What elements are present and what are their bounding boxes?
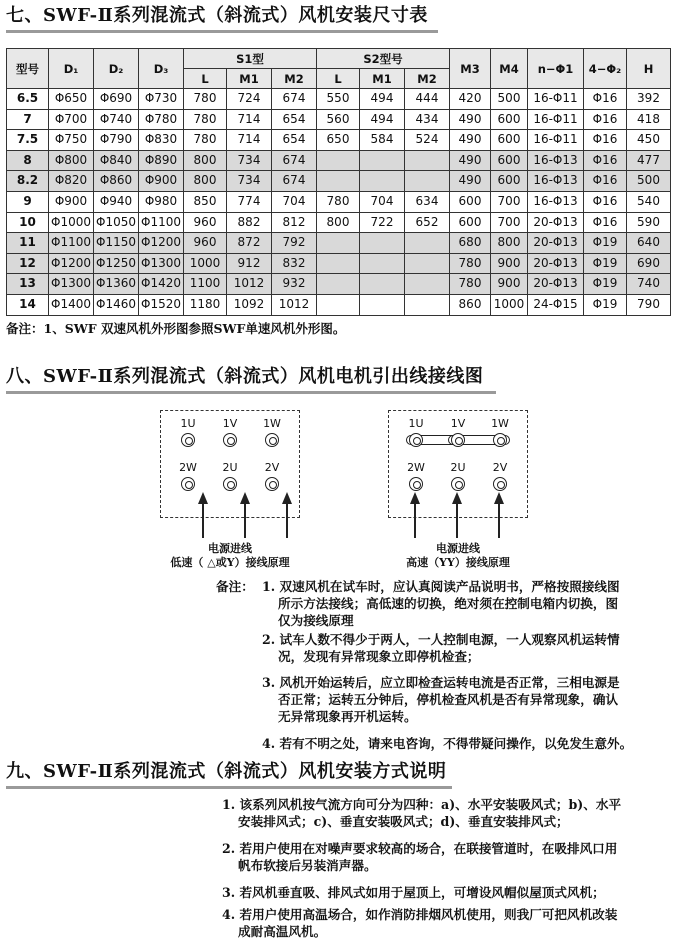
header-s1-m2: M2 <box>272 69 317 89</box>
table-cell: 560 <box>317 109 360 130</box>
remark-item-2 <box>262 631 620 665</box>
header-d3: D₃ <box>139 49 184 89</box>
table-cell: 780 <box>450 274 491 295</box>
terminal-label-1u: 1U <box>408 417 424 430</box>
table-cell: 780 <box>184 89 227 110</box>
table-body <box>7 89 671 316</box>
table-cell-type: 7.5 <box>7 130 49 151</box>
table-cell: 500 <box>491 89 528 110</box>
remark-line: 3. 风机开始运转后，应立即检查运转电流是否正常，三相电源是 <box>262 675 620 690</box>
table-cell <box>405 253 450 274</box>
table-cell: Φ750 <box>49 130 94 151</box>
table-cell: 600 <box>491 150 528 171</box>
remark-line: 4. 若有不明之处，请来电咨询，不得带疑问操作，以免发生意外。 <box>262 736 633 751</box>
table-cell: 932 <box>272 274 317 295</box>
table-cell: 1180 <box>184 294 227 315</box>
table-cell: 734 <box>227 171 272 192</box>
table-cell: Φ690 <box>94 89 139 110</box>
section9-title: 九、SWF-Ⅱ系列混流式（斜流式）风机安装方式说明 <box>6 761 447 782</box>
table-cell: 680 <box>450 233 491 254</box>
method-line: 4. 若用户使用高温场合，如作消防排烟风机使用，则我厂可把风机改装 <box>222 907 618 922</box>
table-cell: Φ16 <box>584 150 627 171</box>
remark-line: 况，发现有异常现象立即停机检查； <box>278 649 480 665</box>
table-cell-type: 7 <box>7 109 49 130</box>
table-cell: Φ790 <box>94 130 139 151</box>
table-cell: Φ900 <box>49 191 94 212</box>
table-cell-type: 9 <box>7 191 49 212</box>
table-cell: 584 <box>360 130 405 151</box>
table-cell: 20-Φ13 <box>528 233 584 254</box>
table-cell: 420 <box>450 89 491 110</box>
terminal-label-2v: 2V <box>264 461 280 474</box>
table-cell <box>405 233 450 254</box>
table-cell <box>405 274 450 295</box>
table-cell <box>360 253 405 274</box>
table-cell: 16-Φ13 <box>528 191 584 212</box>
table-cell: 600 <box>450 191 491 212</box>
table-cell-type: 10 <box>7 212 49 233</box>
terminal-2v <box>493 477 507 491</box>
table-cell <box>317 233 360 254</box>
method-item-1 <box>222 796 621 830</box>
table-cell: 674 <box>272 89 317 110</box>
table-cell: 634 <box>405 191 450 212</box>
table-cell: 418 <box>627 109 671 130</box>
table-cell: 800 <box>184 150 227 171</box>
table-cell: Φ650 <box>49 89 94 110</box>
low-speed-wiring-box <box>160 410 300 518</box>
high-speed-caption: 高速（YY）接线原理 <box>406 556 510 569</box>
header-s2-l: L <box>317 69 360 89</box>
table-cell: 724 <box>227 89 272 110</box>
table-cell: 704 <box>272 191 317 212</box>
table-cell: 654 <box>272 130 317 151</box>
table-cell: 600 <box>450 212 491 233</box>
table-cell: 960 <box>184 233 227 254</box>
table-cell: 790 <box>627 294 671 315</box>
table-cell: Φ1360 <box>94 274 139 295</box>
table-cell: 392 <box>627 89 671 110</box>
table-cell: Φ1300 <box>49 274 94 295</box>
table-cell: 700 <box>491 212 528 233</box>
low-speed-power-label: 电源进线 <box>208 542 252 555</box>
table-cell: Φ1300 <box>139 253 184 274</box>
method-line: 帆布软接后另装消声器。 <box>238 858 377 874</box>
terminal-label-1w: 1W <box>263 417 281 430</box>
table-cell: Φ980 <box>139 191 184 212</box>
table-cell: 477 <box>627 150 671 171</box>
table-cell: 800 <box>317 212 360 233</box>
table-cell: Φ1000 <box>49 212 94 233</box>
header-s2-m2: M2 <box>405 69 450 89</box>
terminal-1w <box>493 433 507 447</box>
table-cell: Φ19 <box>584 253 627 274</box>
table-cell: 1000 <box>491 294 528 315</box>
table-cell <box>317 171 360 192</box>
table-cell: 704 <box>360 191 405 212</box>
table-cell-type: 11 <box>7 233 49 254</box>
table-row <box>7 233 671 254</box>
section8-title: 八、SWF-Ⅱ系列混流式（斜流式）风机电机引出线接线图 <box>6 366 484 387</box>
table-cell: Φ900 <box>139 171 184 192</box>
header-m3: M3 <box>450 49 491 89</box>
table-cell: 850 <box>184 191 227 212</box>
method-line: 2. 若用户使用在对噪声要求较高的场合，在联接管道时，在吸排风口用 <box>222 841 618 856</box>
terminal-label-1u: 1U <box>180 417 196 430</box>
power-line-2u <box>456 502 458 538</box>
table-cell: 812 <box>272 212 317 233</box>
high-speed-power-label: 电源进线 <box>436 542 480 555</box>
table-cell <box>405 294 450 315</box>
table-cell: 16-Φ11 <box>528 109 584 130</box>
power-line-2w <box>202 502 204 538</box>
table-cell: 20-Φ13 <box>528 253 584 274</box>
table-cell: Φ19 <box>584 274 627 295</box>
table-cell <box>360 150 405 171</box>
table-cell <box>317 253 360 274</box>
table-cell: 800 <box>491 233 528 254</box>
table-cell: Φ860 <box>94 171 139 192</box>
table-cell: Φ1200 <box>49 253 94 274</box>
table-cell: Φ1150 <box>94 233 139 254</box>
table-cell <box>317 150 360 171</box>
table-row <box>7 253 671 274</box>
terminal-1w <box>265 433 279 447</box>
table-cell: 674 <box>272 171 317 192</box>
table-cell: 1100 <box>184 274 227 295</box>
remark-line: 仅为接线原理 <box>278 613 354 629</box>
header-m4: M4 <box>491 49 528 89</box>
remark-line: 所示方法接线；高低速的切换，绝对须在控制电箱内切换，图 <box>278 596 619 612</box>
table-cell: Φ19 <box>584 233 627 254</box>
terminal-label-1v: 1V <box>450 417 466 430</box>
table-cell: 434 <box>405 109 450 130</box>
table-cell: Φ890 <box>139 150 184 171</box>
table-cell: Φ1460 <box>94 294 139 315</box>
table-cell: 450 <box>627 130 671 151</box>
table-cell: 490 <box>450 130 491 151</box>
table-row <box>7 109 671 130</box>
table-cell <box>405 150 450 171</box>
terminal-2u <box>223 477 237 491</box>
table-cell: Φ1420 <box>139 274 184 295</box>
table-cell <box>360 171 405 192</box>
remark-line: 否正常；运转五分钟后，停机检查风机是否有异常现象，确认 <box>278 692 619 708</box>
table-cell: 1000 <box>184 253 227 274</box>
table-row <box>7 294 671 315</box>
table-cell: 640 <box>627 233 671 254</box>
table-cell: Φ940 <box>94 191 139 212</box>
terminal-1u <box>409 433 423 447</box>
section7-title: 七、SWF-Ⅱ系列混流式（斜流式）风机安装尺寸表 <box>6 5 428 26</box>
table-cell: Φ1200 <box>139 233 184 254</box>
table-cell: 600 <box>491 130 528 151</box>
table-cell: Φ780 <box>139 109 184 130</box>
table-cell: 700 <box>491 191 528 212</box>
terminal-label-2v: 2V <box>492 461 508 474</box>
table-cell: 912 <box>227 253 272 274</box>
table-cell: 600 <box>491 109 528 130</box>
table-cell: 540 <box>627 191 671 212</box>
table-cell <box>360 294 405 315</box>
remark-line: 1. 双速风机在试车时，应认真阅读产品说明书，严格按照接线图 <box>262 579 620 594</box>
table-row <box>7 150 671 171</box>
method-item-4 <box>222 906 617 940</box>
terminal-1v <box>223 433 237 447</box>
table-cell <box>360 274 405 295</box>
table-cell: Φ830 <box>139 130 184 151</box>
table-cell: Φ840 <box>94 150 139 171</box>
table-cell: Φ800 <box>49 150 94 171</box>
table-cell: Φ740 <box>94 109 139 130</box>
header-type: 型号 <box>7 49 49 89</box>
table-cell <box>405 171 450 192</box>
table-cell: Φ16 <box>584 130 627 151</box>
low-speed-caption: 低速（ △或Y）接线原理 <box>170 556 290 569</box>
table-cell <box>317 274 360 295</box>
terminal-label-2w: 2W <box>179 461 197 474</box>
header-s1-group: S1型 <box>184 49 317 69</box>
table-cell: Φ1100 <box>49 233 94 254</box>
terminal-label-1w: 1W <box>491 417 509 430</box>
section8-divider <box>6 391 496 394</box>
table-cell: 550 <box>317 89 360 110</box>
table-cell: 674 <box>272 150 317 171</box>
table-cell <box>360 233 405 254</box>
table-cell: 16-Φ13 <box>528 150 584 171</box>
table-cell: 960 <box>184 212 227 233</box>
power-line-2v <box>498 502 500 538</box>
table-cell: 740 <box>627 274 671 295</box>
method-line: 成耐高温风机。 <box>238 924 327 940</box>
remark-item-3 <box>262 674 620 726</box>
table-cell: Φ1520 <box>139 294 184 315</box>
header-d1: D₁ <box>49 49 94 89</box>
table-cell: 780 <box>317 191 360 212</box>
table-cell <box>317 294 360 315</box>
table-cell: Φ1050 <box>94 212 139 233</box>
header-s1-l: L <box>184 69 227 89</box>
table-cell: Φ700 <box>49 109 94 130</box>
table-cell: Φ16 <box>584 212 627 233</box>
terminal-label-1v: 1V <box>222 417 238 430</box>
table-cell: 1012 <box>227 274 272 295</box>
installation-dimension-table <box>6 48 671 316</box>
table-cell: 792 <box>272 233 317 254</box>
table-row <box>7 130 671 151</box>
table-cell: 16-Φ13 <box>528 171 584 192</box>
table-cell: 1092 <box>227 294 272 315</box>
table-cell-type: 12 <box>7 253 49 274</box>
terminal-1u <box>181 433 195 447</box>
table-cell: 500 <box>627 171 671 192</box>
table-cell: 600 <box>491 171 528 192</box>
table-cell: 16-Φ11 <box>528 89 584 110</box>
table-cell: 444 <box>405 89 450 110</box>
installation-method-list <box>222 796 692 946</box>
terminal-label-2w: 2W <box>407 461 425 474</box>
terminal-label-2u: 2U <box>222 461 238 474</box>
table-cell-type: 8.2 <box>7 171 49 192</box>
table-row <box>7 171 671 192</box>
table-cell: 800 <box>184 171 227 192</box>
table-cell: 734 <box>227 150 272 171</box>
table-cell: Φ730 <box>139 89 184 110</box>
table-cell: 900 <box>491 274 528 295</box>
section9-divider <box>6 786 452 789</box>
method-line: 3. 若风机垂直吸、排风式如用于屋顶上，可增设风帽似屋顶式风机； <box>222 885 605 900</box>
table-cell: 16-Φ11 <box>528 130 584 151</box>
remarks-label: 备注： <box>216 579 254 594</box>
method-line: 安装排风式；c)、垂直安装吸风式；d)、垂直安装排风式； <box>238 814 569 830</box>
table-cell: 690 <box>627 253 671 274</box>
header-n-phi1: n−Φ1 <box>528 49 584 89</box>
header-s2-group: S2型号 <box>317 49 450 69</box>
table-cell: Φ16 <box>584 171 627 192</box>
table-cell-type: 8 <box>7 150 49 171</box>
table-cell: Φ1250 <box>94 253 139 274</box>
terminal-2v <box>265 477 279 491</box>
terminal-2u <box>451 477 465 491</box>
table-cell: Φ1400 <box>49 294 94 315</box>
table-row <box>7 191 671 212</box>
table-cell: 780 <box>450 253 491 274</box>
table-cell: Φ1100 <box>139 212 184 233</box>
header-s1-m1: M1 <box>227 69 272 89</box>
table-cell: 714 <box>227 130 272 151</box>
table-cell: 24-Φ15 <box>528 294 584 315</box>
table-cell-type: 6.5 <box>7 89 49 110</box>
table-cell: 494 <box>360 89 405 110</box>
table-cell-type: 13 <box>7 274 49 295</box>
remark-item-1 <box>262 578 620 630</box>
method-item-2 <box>222 840 617 874</box>
terminal-2w <box>181 477 195 491</box>
table-cell-type: 14 <box>7 294 49 315</box>
method-item-3 <box>222 884 605 901</box>
table-cell: 524 <box>405 130 450 151</box>
table-cell: 490 <box>450 150 491 171</box>
table-cell: 20-Φ13 <box>528 274 584 295</box>
table-cell: 490 <box>450 109 491 130</box>
table-row <box>7 274 671 295</box>
table-cell: Φ16 <box>584 191 627 212</box>
table-cell: 872 <box>227 233 272 254</box>
table-cell: 490 <box>450 171 491 192</box>
table-cell: 20-Φ13 <box>528 212 584 233</box>
table-cell: 832 <box>272 253 317 274</box>
wiring-remarks <box>216 578 692 753</box>
terminal-1v <box>451 433 465 447</box>
power-line-2v <box>286 502 288 538</box>
table-cell: 780 <box>184 109 227 130</box>
table-row <box>7 89 671 110</box>
section7-divider <box>6 30 438 33</box>
table-cell: Φ16 <box>584 89 627 110</box>
table-cell: 1012 <box>272 294 317 315</box>
table-row <box>7 212 671 233</box>
table-cell: Φ19 <box>584 294 627 315</box>
table-cell: Φ16 <box>584 109 627 130</box>
table-cell: 652 <box>405 212 450 233</box>
power-line-2w <box>414 502 416 538</box>
remark-item-4 <box>262 735 632 752</box>
section7-note: 备注：1、SWF 双速风机外形图参照SWF单速风机外形图。 <box>6 321 346 336</box>
table-cell: 494 <box>360 109 405 130</box>
header-d2: D₂ <box>94 49 139 89</box>
remark-line: 无异常现象再开机运转。 <box>278 709 417 725</box>
header-s2-m1: M1 <box>360 69 405 89</box>
terminal-label-2u: 2U <box>450 461 466 474</box>
table-cell: 650 <box>317 130 360 151</box>
header-4-phi2: 4−Φ₂ <box>584 49 627 89</box>
power-line-2u <box>244 502 246 538</box>
table-cell: 774 <box>227 191 272 212</box>
remark-line: 2. 试车人数不得少于两人，一人控制电源，一人观察风机运转情 <box>262 632 620 647</box>
terminal-2w <box>409 477 423 491</box>
table-cell: 882 <box>227 212 272 233</box>
method-line: 1. 该系列风机按气流方向可分为四种：a)、水平安装吸风式；b)、水平 <box>222 797 622 812</box>
table-cell: 722 <box>360 212 405 233</box>
table-cell: 714 <box>227 109 272 130</box>
table-cell: 590 <box>627 212 671 233</box>
table-cell: 780 <box>184 130 227 151</box>
table-cell: 860 <box>450 294 491 315</box>
table-cell: Φ820 <box>49 171 94 192</box>
header-h: H <box>627 49 671 89</box>
table-cell: 900 <box>491 253 528 274</box>
table-cell: 654 <box>272 109 317 130</box>
